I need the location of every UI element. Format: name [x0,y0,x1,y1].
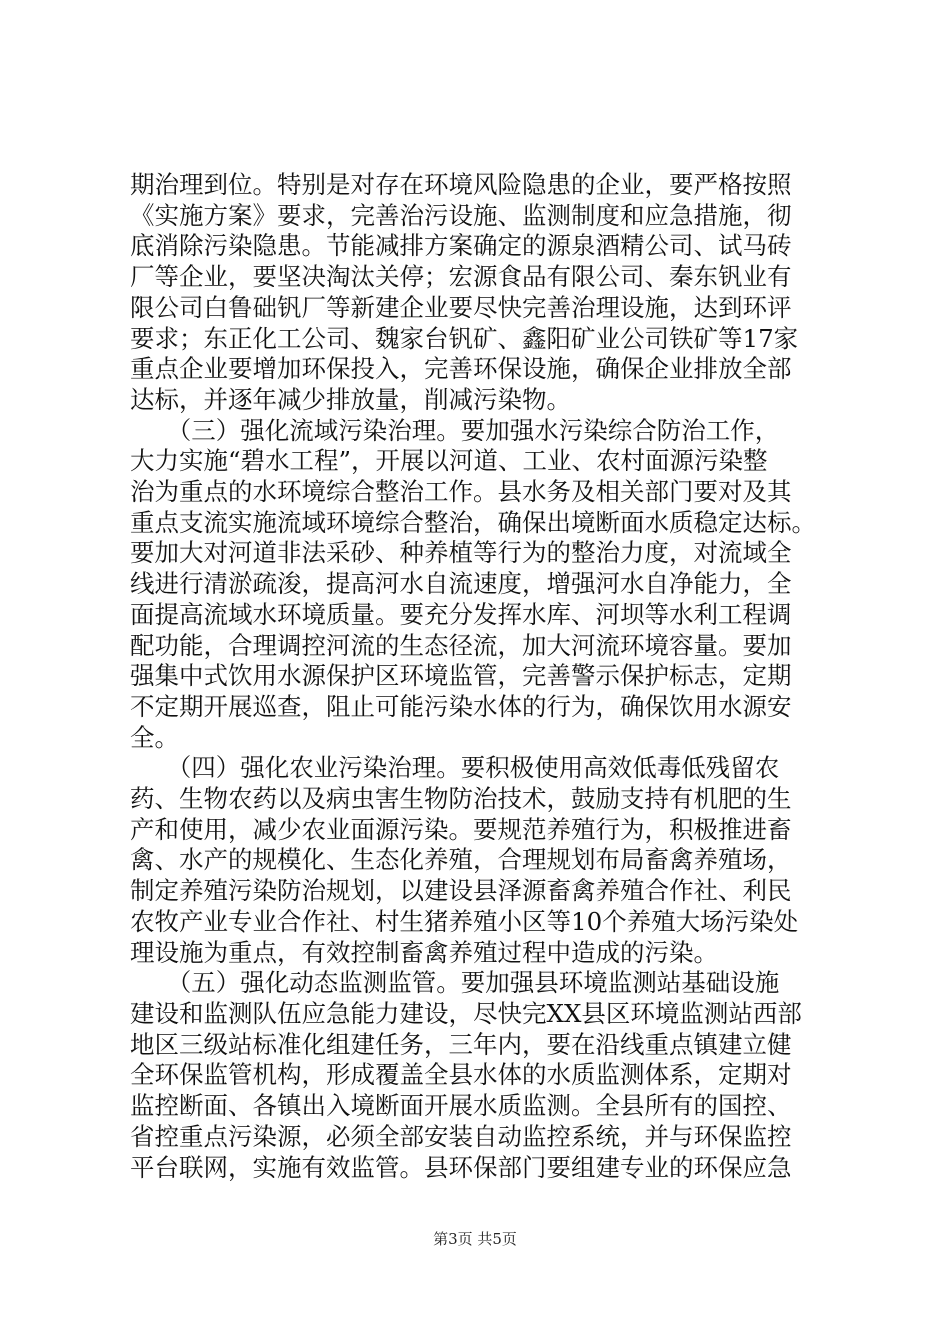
text-line: 厂等企业，要坚决淘汰关停；宏源食品有限公司、秦东钒业有 [130,262,792,292]
text-line: 期治理到位。特别是对存在环境风险隐患的企业，要严格按照 [130,170,792,199]
text-line: （四）强化农业污染治理。要积极使用高效低毒低残留农 [130,753,780,783]
text-line: 理设施为重点，有效控制畜禽养殖过程中造成的污染。 [130,937,718,967]
text-line: 要求；东正化工公司、魏家台钒矿、鑫阳矿业公司铁矿等17家 [130,323,799,353]
text-line: 重点企业要增加环保投入，完善环保设施，确保企业排放全部 [130,354,792,384]
text-line: 配功能，合理调控河流的生态径流，加大河流环境容量。要加 [130,630,792,660]
text-line: 大力实施“碧水工程”，开展以河道、工业、农村面源污染整 [130,446,768,476]
text-line: 要加大对河道非法采砂、种养植等行为的整治力度，对流域全 [130,538,792,568]
text-line: 平台联网，实施有效监管。县环保部门要组建专业的环保应急 [130,1152,792,1182]
text-line: 重点支流实施流域环境综合整治，确保出境断面水质稳定达标。 [130,507,816,537]
text-line: 全环保监管机构，形成覆盖全县水体的水质监测体系，定期对 [130,1060,792,1090]
text-line: 制定养殖污染防治规划，以建设县泽源畜禽养殖合作社、利民 [130,876,792,906]
text-line: 达标，并逐年减少排放量，削减污染物。 [130,384,571,414]
text-line: 强集中式饮用水源保护区环境监管，完善警示保护标志，定期 [130,661,792,691]
text-line: 全。 [130,722,179,752]
text-line: 监控断面、各镇出入境断面开展水质监测。全县所有的国控、 [130,1091,792,1121]
text-line: （五）强化动态监测监管。要加强县环境监测站基础设施 [130,968,780,998]
text-line: 药、生物农药以及病虫害生物防治技术，鼓励支持有机肥的生 [130,784,792,814]
text-line: 地区三级站标准化组建任务，三年内，要在沿线重点镇建立健 [130,1029,792,1059]
text-line: 线进行清淤疏浚，提高河水自流速度，增强河水自净能力，全 [130,569,792,599]
text-line: 建设和监测队伍应急能力建设，尽快完XX县区环境监测站西部 [130,998,802,1028]
text-line: （三）强化流域污染治理。要加强水污染综合防治工作， [130,415,780,445]
text-line: 面提高流域水环境质量。要充分发挥水库、河坝等水利工程调 [130,599,792,629]
text-line: 《实施方案》要求，完善治污设施、监测制度和应急措施，彻 [130,200,792,230]
text-line: 产和使用，减少农业面源污染。要规范养殖行为，积极推进畜 [130,814,792,844]
document-body [130,170,830,1183]
page-footer: 第3页 共5页 [433,1230,517,1248]
text-line: 治为重点的水环境综合整治工作。县水务及相关部门要对及其 [130,477,792,507]
text-line: 禽、水产的规模化、生态化养殖，合理规划布局畜禽养殖场， [130,845,792,875]
text-line: 农牧产业专业合作社、村生猪养殖小区等10个养殖大场污染处 [130,906,799,936]
text-line: 底消除污染隐患。节能减排方案确定的源泉酒精公司、试马砖 [130,231,792,261]
text-line: 不定期开展巡查，阻止可能污染水体的行为，确保饮用水源安 [130,691,792,721]
text-line: 限公司白鲁础钒厂等新建企业要尽快完善治理设施，达到环评 [130,292,792,322]
text-line: 省控重点污染源，必须全部安装自动监控系统，并与环保监控 [130,1121,792,1151]
